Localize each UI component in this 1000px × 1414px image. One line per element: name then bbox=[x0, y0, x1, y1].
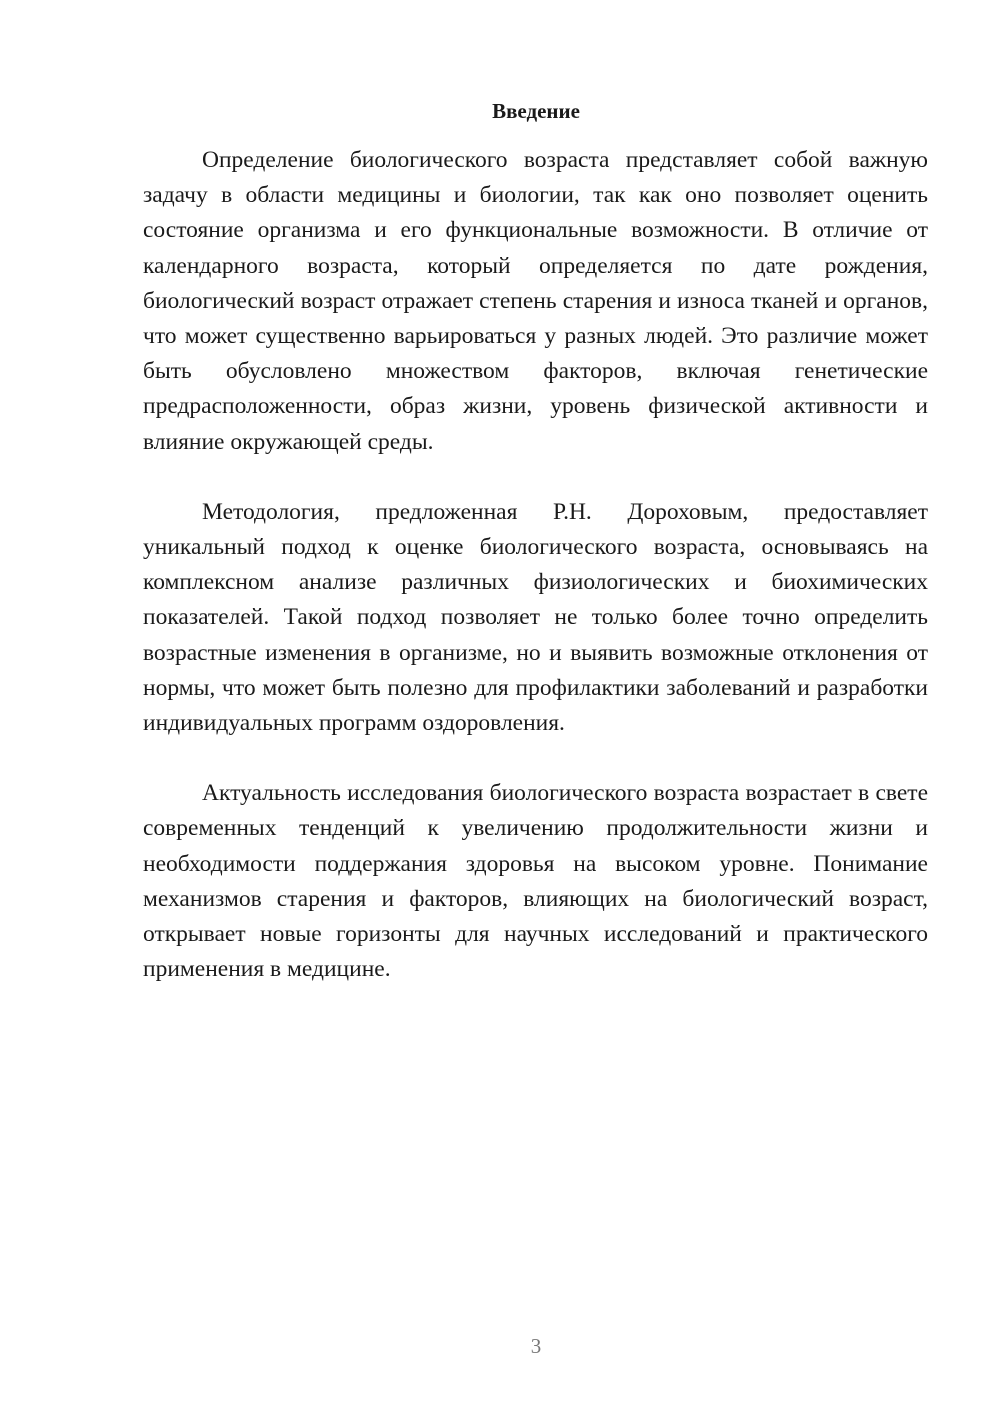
page-number: 3 bbox=[530, 1334, 542, 1358]
paragraph-2: Методология, предложенная Р.Н. Дороховым, предоставляет уникальный подход к оценке биологического возраста, основываясь на комплексном анализе различных физиологических и биохимических показателей. Такой подход позволяет не только более точно определить возрастные изменения в организме, но и выявить возможные отклонения от нормы, что может быть полезно для профилактики заболеваний и разработки индивидуальных программ оздоровления. bbox=[143, 498, 928, 737]
body-text bbox=[143, 143, 928, 1022]
paragraph-1: Определение биологического возраста представляет собой важную задачу в области медицины и биологии, так как оно позволяет оценить состояние организма и его функциональные возможности. В отличие от календарного возраста, который определяется по дате рождения, биологический возраст отражает степень старения и износа тканей и органов, что может существенно варьироваться у разных людей. Это различие может быть обусловлено множеством факторов, включая генетические предрасположенности, образ жизни, уровень физической активности и влияние окружающей среды. bbox=[143, 147, 928, 455]
section-heading: Введение bbox=[492, 99, 580, 123]
paragraph-3: Актуальность исследования биологического возраста возрастает в свете современных тенденций к увеличению продолжительности жизни и необходимости поддержания здоровья на высоком уровне. Понимание механизмов старения и факторов, влияющих на биологический возраст, открывает новые горизонты для научных исследований и практического применения в медицине. bbox=[143, 780, 928, 983]
